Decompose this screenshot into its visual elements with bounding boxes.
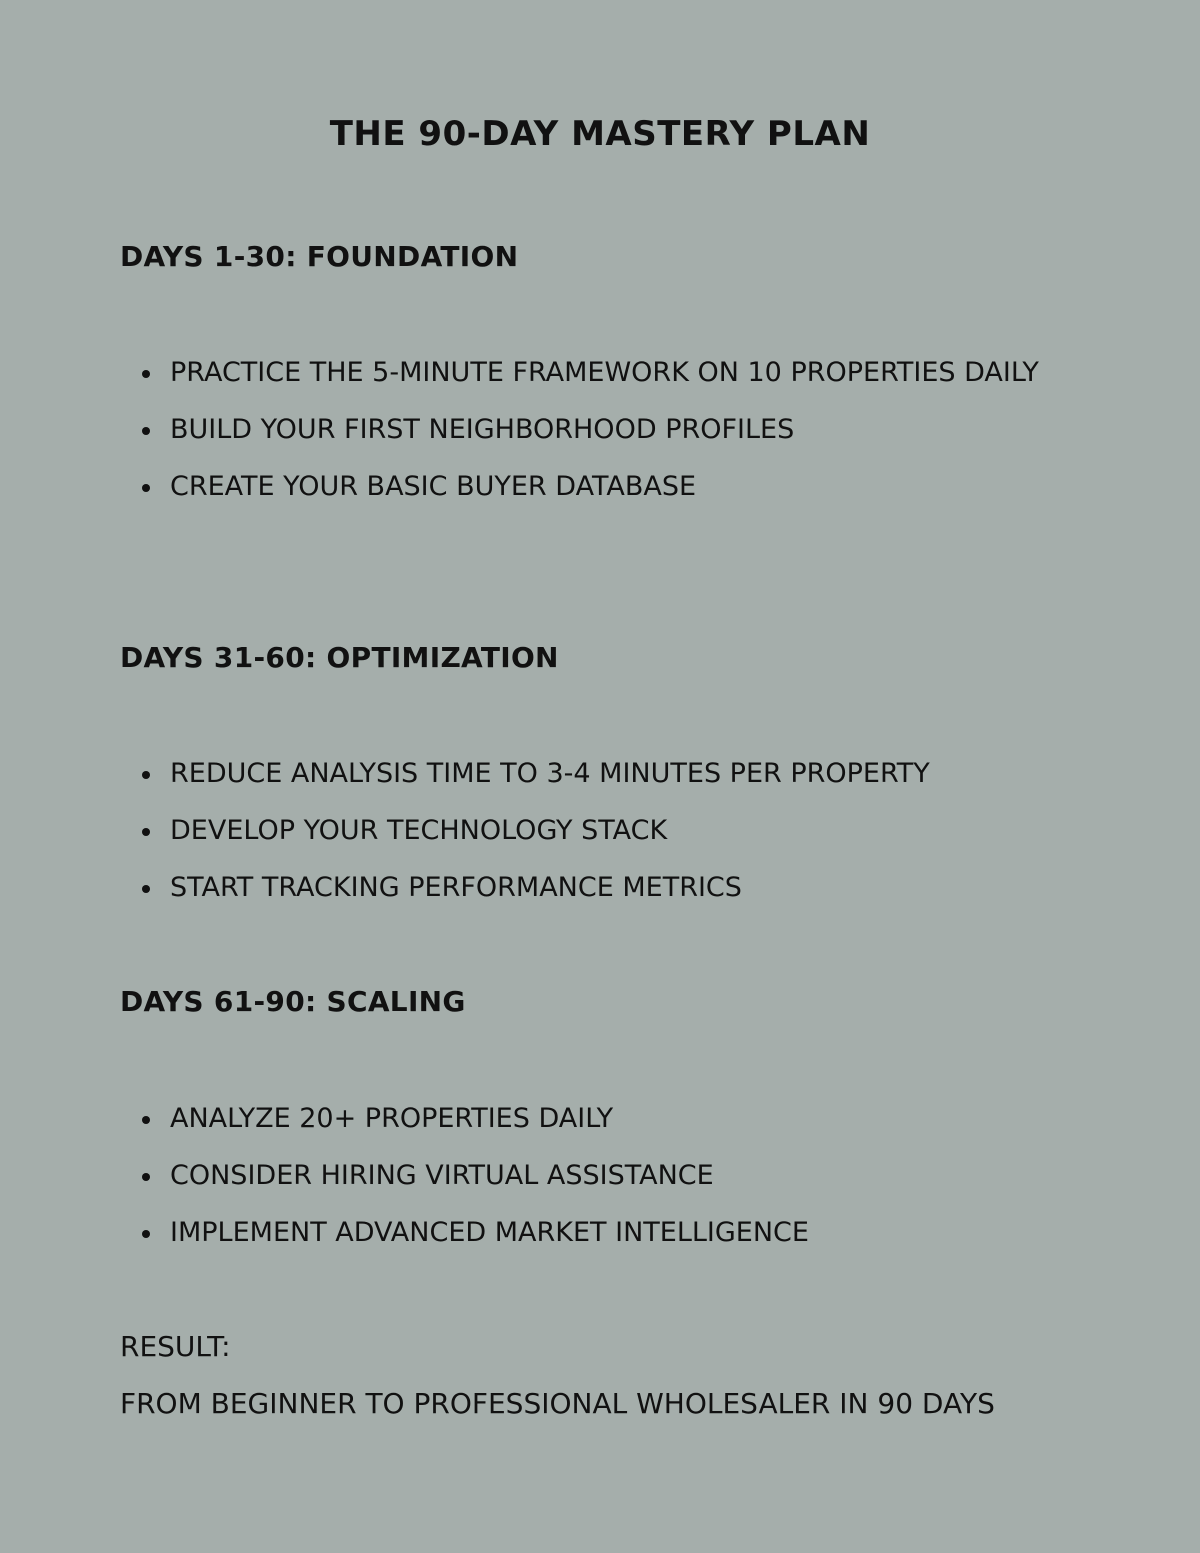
- page-title: THE 90-DAY MASTERY PLAN: [329, 114, 871, 154]
- list-item-text: REDUCE ANALYSIS TIME TO 3-4 MINUTES PER PROPERTY: [170, 758, 930, 789]
- list-item: [120, 1147, 1040, 1204]
- phase-list-optimization: [120, 745, 1040, 916]
- bullet-icon: [142, 427, 150, 435]
- bullet-icon: [142, 1116, 150, 1124]
- list-item-text: DEVELOP YOUR TECHNOLOGY STACK: [170, 815, 668, 846]
- list-item-text: BUILD YOUR FIRST NEIGHBORHOOD PROFILES: [170, 414, 795, 445]
- bullet-icon: [142, 771, 150, 779]
- phase-heading-optimization: DAYS 31-60: OPTIMIZATION: [120, 641, 559, 674]
- list-item-text: CONSIDER HIRING VIRTUAL ASSISTANCE: [170, 1160, 714, 1191]
- list-item: [120, 745, 1040, 802]
- phase-list-scaling: [120, 1090, 1040, 1261]
- phase-heading-scaling: DAYS 61-90: SCALING: [120, 985, 466, 1018]
- list-item: [120, 344, 1040, 401]
- bullet-icon: [142, 484, 150, 492]
- phase-list-foundation: [120, 344, 1040, 515]
- list-item: [120, 1204, 1040, 1261]
- list-item-text: CREATE YOUR BASIC BUYER DATABASE: [170, 471, 697, 502]
- list-item-text: PRACTICE THE 5-MINUTE FRAMEWORK ON 10 PROPERTIES DAILY: [170, 357, 1039, 388]
- list-item-text: ANALYZE 20+ PROPERTIES DAILY: [170, 1103, 614, 1134]
- list-item: [120, 458, 1040, 515]
- bullet-icon: [142, 828, 150, 836]
- list-item: [120, 401, 1040, 458]
- bullet-icon: [142, 1230, 150, 1238]
- list-item-text: START TRACKING PERFORMANCE METRICS: [170, 872, 742, 903]
- list-item: [120, 802, 1040, 859]
- bullet-icon: [142, 370, 150, 378]
- result-text: FROM BEGINNER TO PROFESSIONAL WHOLESALER IN 90 DAYS: [120, 1387, 995, 1420]
- phase-heading-foundation: DAYS 1-30: FOUNDATION: [120, 240, 519, 273]
- list-item-text: IMPLEMENT ADVANCED MARKET INTELLIGENCE: [170, 1217, 809, 1248]
- list-item: [120, 1090, 1040, 1147]
- result-label: RESULT:: [120, 1330, 231, 1363]
- bullet-icon: [142, 885, 150, 893]
- bullet-icon: [142, 1173, 150, 1181]
- list-item: [120, 859, 1040, 916]
